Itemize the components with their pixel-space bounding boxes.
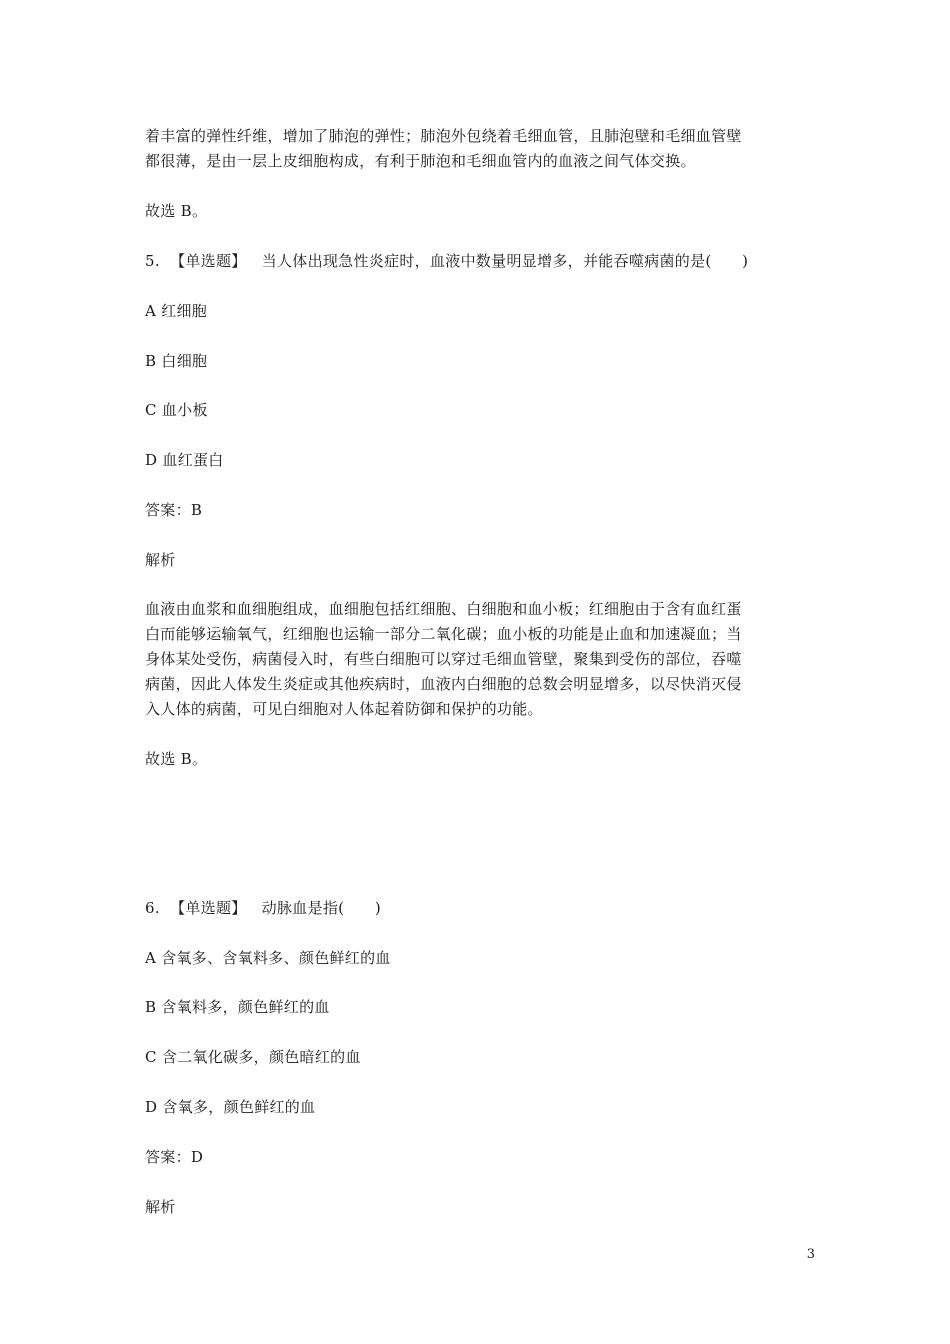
option-c: C 含二氧化碳多，颜色暗红的血 bbox=[145, 1048, 361, 1066]
question-number: 6. bbox=[145, 899, 160, 917]
option-a: A 含氧多、含氧料多、颜色鲜红的血 bbox=[145, 949, 391, 967]
analysis-label: 解析 bbox=[145, 551, 176, 569]
analysis-text bbox=[145, 597, 810, 722]
conclusion: 故选 B。 bbox=[145, 750, 208, 768]
page-number: 3 bbox=[806, 1247, 815, 1262]
analysis-line: 入人体的病菌，可见白细胞对人体起着防御和保护的功能。 bbox=[145, 700, 543, 718]
answer: 答案：B bbox=[145, 501, 203, 519]
analysis-line: 血液由血浆和血细胞组成，血细胞包括红细胞、白细胞和血小板；红细胞由于含有血红蛋 bbox=[145, 600, 742, 618]
option-b: B 含氧料多，颜色鲜红的血 bbox=[145, 998, 330, 1016]
option-b: B 白细胞 bbox=[145, 352, 208, 370]
question-5-header bbox=[145, 249, 810, 274]
answer: 答案：D bbox=[145, 1148, 204, 1166]
question-type: 【单选题】 bbox=[170, 252, 247, 270]
question-type: 【单选题】 bbox=[170, 899, 247, 917]
question-number: 5. bbox=[145, 252, 160, 270]
prev-analysis-text bbox=[145, 124, 810, 174]
prev-analysis-line: 着丰富的弹性纤维，增加了肺泡的弹性；肺泡外包绕着毛细血管，且肺泡壁和毛细血管壁 bbox=[145, 127, 742, 145]
analysis-label: 解析 bbox=[145, 1198, 176, 1216]
prev-analysis-line: 都很薄，是由一层上皮细胞构成，有利于肺泡和毛细血管内的血液之间气体交换。 bbox=[145, 152, 696, 170]
option-d: D 含氧多，颜色鲜红的血 bbox=[145, 1098, 316, 1116]
question-6-header bbox=[145, 896, 810, 921]
option-a: A 红细胞 bbox=[145, 302, 208, 320]
analysis-line: 病菌，因此人体发生炎症或其他疾病时，血液内白细胞的总数会明显增多，以尽快消灭侵 bbox=[145, 675, 742, 693]
prev-conclusion: 故选 B。 bbox=[145, 202, 208, 220]
question-stem: 当人体出现急性炎症时，血液中数量明显增多，并能吞噬病菌的是( ) bbox=[261, 252, 749, 270]
analysis-line: 身体某处受伤，病菌侵入时，有些白细胞可以穿过毛细血管壁，聚集到受伤的部位，吞噬 bbox=[145, 650, 742, 668]
option-d: D 血红蛋白 bbox=[145, 451, 224, 469]
analysis-line: 白而能够运输氧气，红细胞也运输一部分二氧化碳；血小板的功能是止血和加速凝血；当 bbox=[145, 625, 742, 643]
question-stem: 动脉血是指( ) bbox=[261, 899, 382, 917]
option-c: C 血小板 bbox=[145, 401, 208, 419]
